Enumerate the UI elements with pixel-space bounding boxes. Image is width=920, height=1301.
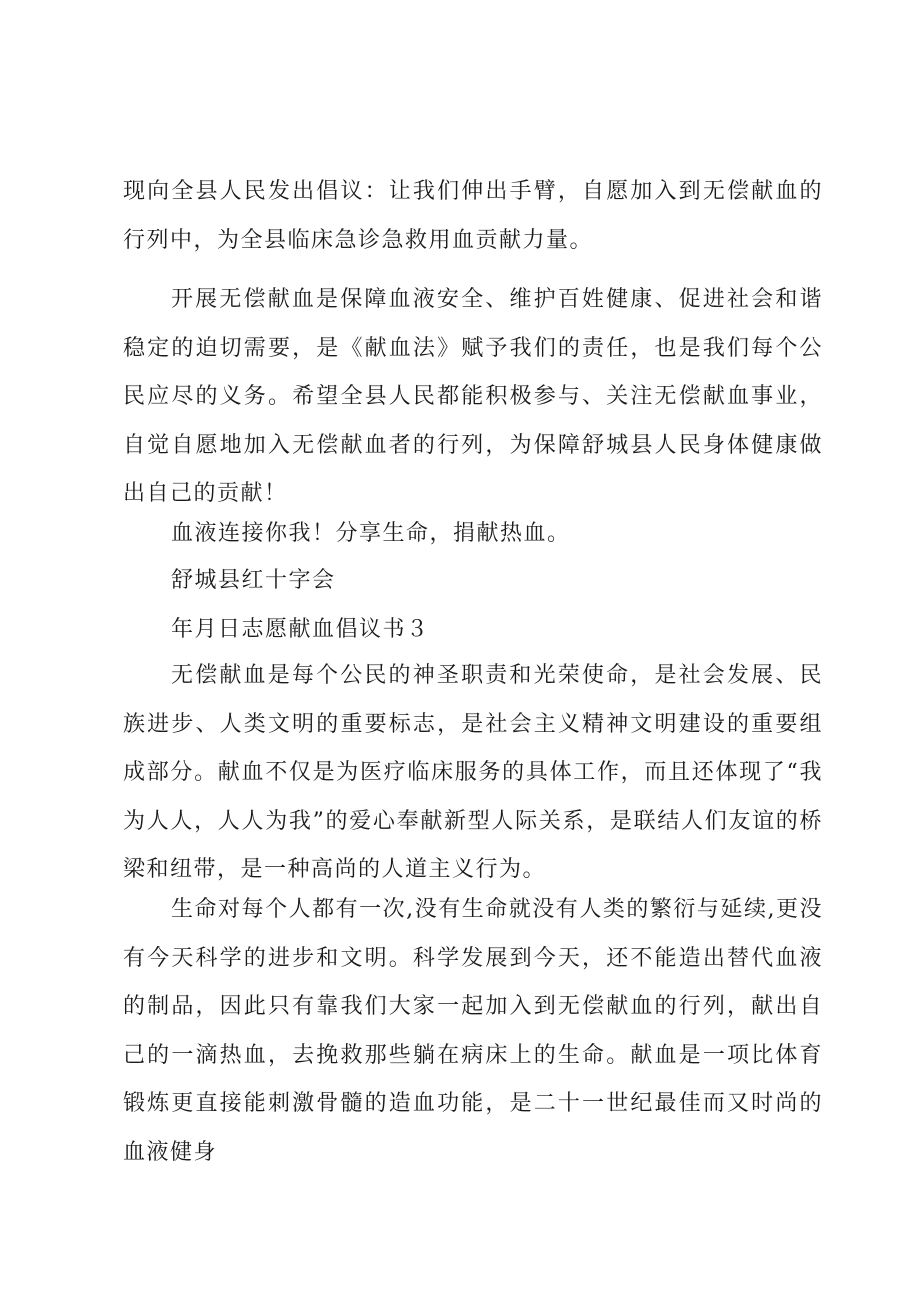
paragraph-life: [123, 886, 823, 1178]
slogan-text: 血液连接你我！分享生命，捐献热血。: [171, 521, 571, 546]
paragraph-text: 生命对每个人都有一次,没有生命就没有人类的繁衍与延续,更没有今天科学的进步和文明。科学发展到今天，还不能造出替代血液的制品，因此只有靠我们大家一起加入到无偿献血的行列，献出自己的一滴热血，去挽救那些躺在病床上的生命。献血是一项比体育锻炼更直接能刺激骨髓的造血功能，是二十一世纪最佳而又时尚的血液健身: [123, 897, 823, 1165]
slogan-line: [123, 510, 823, 559]
section-heading-text: 年月日志愿献血倡议书３: [171, 617, 430, 642]
signature-text: 舒城县红十字会: [171, 568, 336, 593]
paragraph-appeal: [123, 168, 823, 265]
paragraph-text: 无偿献血是每个公民的神圣职责和光荣使命，是社会发展、民族进步、人类文明的重要标志，是社会主义精神文明建设的重要组成部分。献血不仅是为医疗临床服务的具体工作，而且还体现了“我为人人，人人为我”的爱心奉献新型人际关系，是联结人们友谊的桥梁和纽带，是一种高尚的人道主义行为。: [123, 663, 823, 883]
paragraph-text: 开展无偿献血是保障血液安全、维护百姓健康、促进社会和谐稳定的迫切需要，是《献血法》赋予我们的责任，也是我们每个公民应尽的义务。希望全县人民都能积极参与、关注无偿献血事业，自觉自愿地加入无偿献血者的行列，为保障舒城县人民身体健康做出自己的贡献！: [123, 287, 823, 507]
signature-line: [123, 557, 823, 606]
paragraph-text: 现向全县人民发出倡议：让我们伸出手臂，自愿加入到无偿献血的行列中，为全县临床急诊急救用血贡献力量。: [123, 179, 823, 253]
section-heading: [123, 606, 823, 655]
paragraph-responsibility: [123, 276, 823, 519]
paragraph-duty: [123, 652, 823, 895]
